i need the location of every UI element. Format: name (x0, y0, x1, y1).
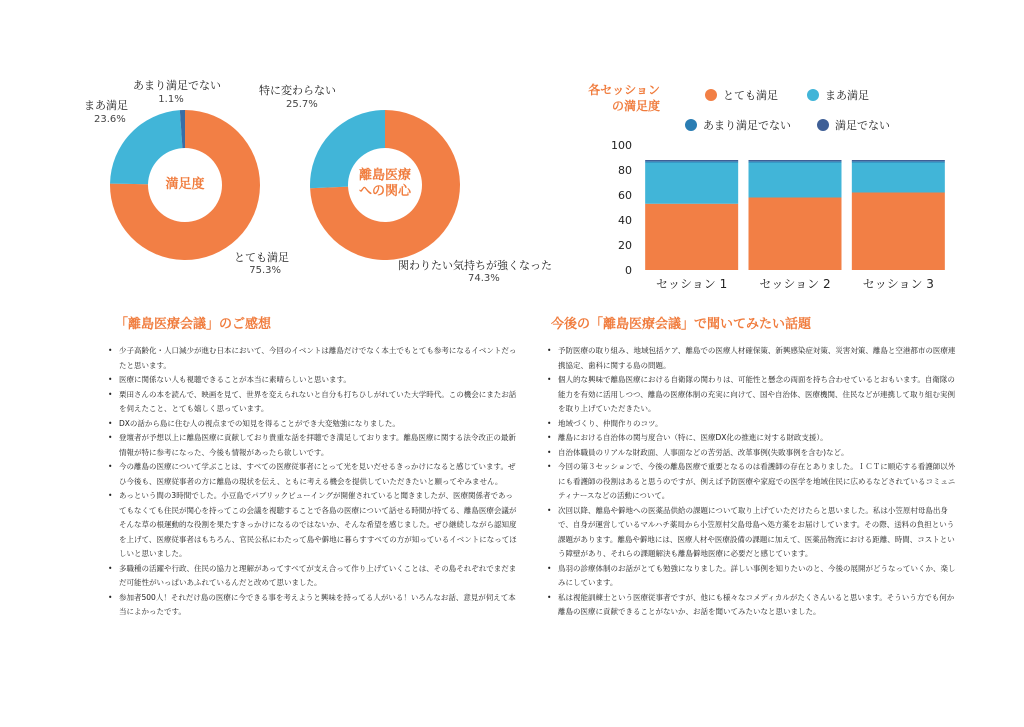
y-tick-label: 80 (618, 164, 632, 177)
comment-item: • 参加者500人！それだけ島の医療に今できる事を考えようと興味を持ってる人がいる！いろんなお話、意見が伺えて本当によかったです。 (119, 591, 517, 620)
bar-title-line2: の満足度 (611, 99, 660, 113)
legend-label: あまり満足でない (703, 119, 791, 132)
pie1-label-somewhat-satisfied (84, 99, 128, 126)
pie1-label-pct: 75.3% (249, 265, 281, 276)
legend-swatch-somewhat-satisfied (807, 89, 819, 101)
comments-title: 「離島医療会議」のご感想 (115, 317, 272, 332)
legend-swatch-slightly-unsatisfied (685, 119, 697, 131)
legend-swatch-unsatisfied (817, 119, 829, 131)
pie1-label-text: まあ満足 (84, 99, 128, 112)
topics-title: 今後の「離島医療会議」で聞いてみたい話題 (551, 317, 812, 332)
comment-item: • 多職種の活躍や行政、住民の協力と理解があってすべてが支え合って作り上げていくことは、その島それぞれでまだまだ可能性がいっぱいあふれているんだと改めて思いました。 (119, 562, 517, 591)
comment-item: • 医療に関係ない人も視聴できることが本当に素晴らしいと思います。 (119, 373, 517, 388)
topics-list (546, 344, 956, 620)
bar-segment-2 (852, 163, 945, 193)
topic-item: • 私は視能訓練士という医療従事者ですが、他にも様々なコメディカルがたくさんいると思います。そういう方でも何か離島の医療に貢献できることがないか、お話を聞いてみたいなと思いました。 (558, 591, 956, 620)
pie1-label-text: とても満足 (234, 251, 289, 264)
bar-chart-title (560, 82, 660, 114)
bar-title-line1: 各セッション (588, 83, 660, 97)
x-category-label: セッション 1 (656, 277, 728, 291)
y-tick-label: 100 (611, 139, 632, 152)
bar-chart (600, 138, 960, 298)
y-tick-label: 40 (618, 214, 632, 227)
legend-item (817, 117, 890, 133)
pie2-label-text: 特に変わらない (259, 84, 336, 97)
topic-item: • 離島における自治体の関与度合い（特に、医療DX化の推進に対する財政支援）。 (558, 431, 956, 446)
bar-segment-1 (645, 204, 738, 270)
x-category-label: セッション 2 (759, 277, 831, 291)
bar-segment-4 (749, 160, 842, 161)
legend-label: まあ満足 (825, 89, 869, 102)
bar-segment-4 (645, 160, 738, 161)
pie2-label-pct: 74.3% (468, 273, 500, 284)
comment-item: • あっという間の3時間でした。小豆島でパブリックビューイングが開催されていると聞きましたが、医療関係者であってもなくても住民が関心を持ってこの会議を視聴することで各島の医療について話せる時間が持てる、離島医療会議がそんな草の根運動的な役割を果たすきっかけになるのではないか、そんな希望を感じました。ぜひ継続しながら認知度を上げて、医療従事者はもちろん、官民公私にわたって島や僻地に暮らすすべての方が知っているイベントになってほしいと思いました。 (119, 489, 517, 562)
legend-label: 満足でない (835, 119, 890, 132)
comment-item: • 少子高齢化・人口減少が進む日本において、今回のイベントは離島だけでなく本土でもとても参考になるイベントだったと思います。 (119, 344, 517, 373)
bar-segment-1 (852, 193, 945, 271)
pie2-label-stronger-interest (398, 259, 552, 285)
bar-segment-2 (645, 163, 738, 204)
topic-item: • 個人的な興味で離島医療における自衛隊の関わりは、可能性と懸念の両面を持ち合わせているとおもいます。自衛隊の能力を有効に活用しつつ、離島の医療体制の充実に向けて、国や自治体、医療機関、住民などが連携して取り組む実例を取り上げていただきたい。 (558, 373, 956, 417)
bar-segment-3 (645, 161, 738, 162)
pie1-label-very-satisfied (234, 251, 289, 277)
pie2-center-line2: への関心 (358, 184, 411, 199)
comment-item: • DXの話から島に住む人の視点までの知見を得ることができ大変勉強になりました。 (119, 417, 517, 432)
topic-item: • 予防医療の取り組み、地域包括ケア、離島での医療人材確保策、新興感染症対策、災害対策、離島と空港都市の医療連携協定、歯科に関する島の問題。 (558, 344, 956, 373)
bar-chart-plot (600, 138, 960, 298)
comment-item: • 登壇者が予想以上に離島医療に貢献しており貴重な話を拝聴でき満足しております。離島医療に関する法令改正の最新情報が特に参考になった、今後も情報があったら欲しいです。 (119, 431, 517, 460)
topic-item: • 自治体職員のリアルな財政面、人事面などの苦労話、改革事例(失敗事例を含む)など。 (558, 446, 956, 461)
pie2-center-label (345, 168, 425, 200)
legend-swatch-very-satisfied (705, 89, 717, 101)
bar-segment-3 (749, 161, 842, 162)
pie1-label-pct: 1.1% (158, 94, 184, 105)
pie2-label-no-change (259, 84, 336, 111)
topic-item: • 地域づくり、仲間作りのコツ。 (558, 417, 956, 432)
pie2-label-pct: 25.7% (286, 99, 318, 110)
pie2-label-text: 関わりたい気持ちが強くなった (398, 259, 552, 272)
bar-segment-3 (852, 161, 945, 162)
comments-list (107, 344, 517, 620)
pie1-label-pct: 23.6% (94, 114, 126, 125)
topic-item: • 鳥羽の診療体制のお話がとても勉強になりました。詳しい事例を知りたいのと、今後の展開がどうなっていくか、楽しみにしています。 (558, 562, 956, 591)
pie1-label-text: あまり満足でない (133, 79, 221, 92)
legend-label: とても満足 (723, 89, 778, 102)
y-tick-label: 0 (625, 264, 632, 277)
legend-item (685, 117, 791, 133)
bar-segment-2 (749, 163, 842, 198)
y-tick-label: 20 (618, 239, 632, 252)
comment-item: • 栗田さんの本を読んで、映画を見て、世界を変えられないと自分も打ちひしがれていた大学時代。この機会にまたお話を伺えたこと、とても嬉しく思っています。 (119, 388, 517, 417)
x-category-label: セッション 3 (862, 277, 934, 291)
topic-item: • 次回以降、離島や僻地への医薬品供給の課題について取り上げていただけたらと思いました。私は小笠原村母島出身で、自身が運営しているマルハチ薬局から小笠原村父島母島へ処方薬をお届けしています。その際、送料の負担という課題があります。離島や僻地には、医療人材や医療設備の課題に加えて、医薬品物流における距離、時間、コストという障壁があり、それらの課題解決も離島僻地医療に必要だと感じています。 (558, 504, 956, 562)
y-tick-label: 60 (618, 189, 632, 202)
bar-segment-4 (852, 160, 945, 161)
bar-legend (705, 87, 905, 137)
legend-item (705, 87, 778, 103)
pie2-center-line1: 離島医療 (358, 168, 411, 183)
pie1-center-label: 満足度 (165, 177, 205, 192)
legend-item (807, 87, 869, 103)
topic-item: • 今回の第３セッションで、今後の離島医療で重要となるのは看護師の存在とありました。ＩＣＴに順応する看護師以外にも看護師の役割はあると思うのですが、例えば予防医療や家庭での医学を地域住民に広めるなどされているコミュニティナースなどの活動について。 (558, 460, 956, 504)
comment-item: • 今の離島の医療について学ぶことは、すべての医療従事者にとって光を見いだせるきっかけになると感じています。ぜひ今後も、医療従事者の方に離島の現状を伝え、ともに考える機会を提供していただきたいと願ってやみません。 (119, 460, 517, 489)
bar-segment-1 (749, 198, 842, 271)
pie1-label-slightly-unsatisfied (133, 79, 221, 106)
